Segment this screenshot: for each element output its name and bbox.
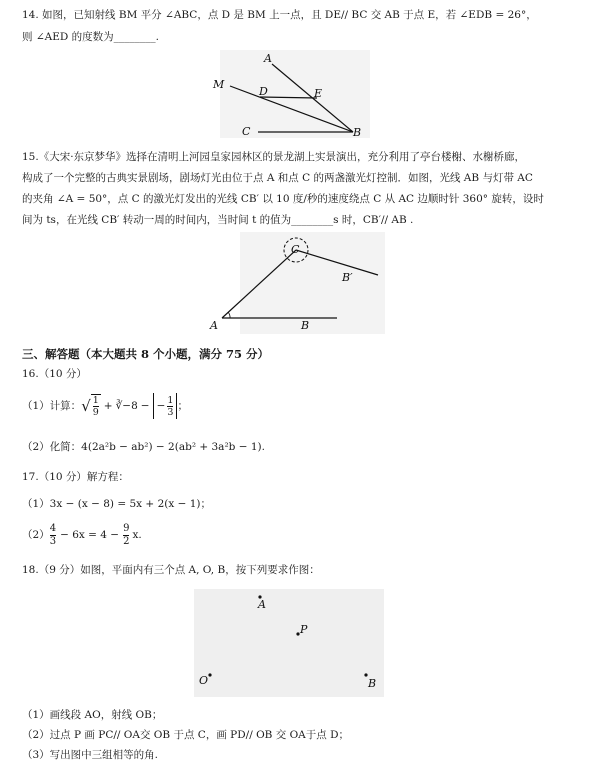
q14-label-D: D [259, 85, 268, 98]
q14-label-M: M [213, 78, 225, 91]
q18-item3: （3）写出图中三组相等的角. [22, 749, 159, 761]
q17-frac2-num: 9 [123, 522, 130, 534]
q16-sqrt-den: 9 [92, 407, 99, 418]
q15-text-line1: 15.《大宋·东京梦华》选择在清明上河园皇家园林区的景龙湖上实景演出，充分利用了亭台楼榭、水榭桥廊， [22, 151, 526, 163]
q15-label-B-prime: B′ [342, 271, 353, 284]
q15-label-A: A [210, 319, 218, 332]
q15-text-line3: 的夹角 ∠A = 50°，点 C 的激光灯发出的光线 CB′ 以 10 度/秒的速度绕点 C 从 AC 边顺时针 360° 旋转，设时 [22, 193, 544, 205]
q18-label-P: P [300, 623, 308, 636]
q18-label-B: B [368, 677, 377, 690]
q14-label-E: E [314, 87, 323, 100]
q14-label-A: A [264, 52, 272, 65]
q17-frac1 [50, 523, 56, 548]
q17-frac2-den: 2 [123, 535, 130, 547]
q15-label-C: C [291, 243, 300, 256]
section-title: 三、解答题（本大题共 8 个小题，满分 75 分） [22, 347, 270, 361]
q17-header: 17.（10 分）解方程： [22, 471, 129, 483]
q17-part2-mid: − 6x = 4 − [60, 529, 120, 541]
q15-figure [200, 232, 385, 334]
q14-label-C: C [242, 125, 251, 138]
q14-figure [200, 50, 370, 138]
q14-label-B: B [353, 126, 362, 138]
q17-part2 [22, 520, 142, 550]
q16-part1-prefix: （1）计算： [22, 400, 82, 412]
q16-sqrt-fraction [91, 394, 101, 418]
q16-header: 16.（10 分） [22, 368, 87, 380]
q17-frac1-num: 4 [49, 522, 57, 534]
q16-abs-minus: − [156, 400, 166, 412]
q14-text-line1: 14. 如图，已知射线 BM 平分 ∠ABC，点 D 是 BM 上一点，且 DE// BC 交 AB 于点 E，若 ∠EDB = 26°， [22, 9, 537, 21]
q17-frac1-den: 3 [49, 535, 57, 547]
q14-text-line2: 则 ∠AED 的度数为________. [22, 31, 159, 43]
q18-header: 18.（9 分）如图，平面内有三个点 A, O, B，按下列要求作图： [22, 564, 320, 576]
q16-abs-den: 3 [167, 406, 174, 418]
q18-item1: （1）画线段 AO，射线 OB； [22, 709, 163, 721]
q17-part1: （1）3x − (x − 8) = 5x + 2(x − 1)； [22, 498, 212, 510]
q16-part2: （2）化简：4(2a²b − ab²) − 2(ab² + 3a²b − 1). [22, 441, 265, 453]
q15-text-line2: 构成了一个完整的古典实景剧场，剧场灯光由位于点 A 和点 C 的两盏激光灯控制．如图，光线 AB 与灯带 AC [22, 172, 533, 184]
q18-item2: （2）过点 P 画 PC// OA交 OB 于点 C，画 PD// OB 交 OA于点 D； [22, 729, 350, 741]
sqrt-icon: √ [81, 397, 91, 415]
q16-cbrt: ∛−8 [115, 400, 138, 412]
q16-part1: （1）计算： √ $\frac{1}{9}$ + ∛−8 − − $\frac{1}{3}$ ； [22, 394, 188, 418]
q18-label-A: A [258, 598, 266, 611]
q16-abs-num: 1 [167, 394, 174, 406]
q15-text-line4: 间为 ts，在光线 CB′ 转动一周的时间内，当时间 t 的值为________s 时，CB′// AB . [22, 214, 414, 226]
q18-label-O: O [199, 674, 209, 687]
q16-sqrt-num: 1 [92, 395, 99, 406]
q17-part2-prefix: （2） [22, 529, 50, 541]
q17-frac2 [123, 523, 129, 548]
q18-figure [194, 589, 384, 697]
q17-part2-end: x. [132, 529, 142, 541]
q15-label-B: B [301, 319, 310, 332]
q16-abs-value [153, 393, 178, 419]
